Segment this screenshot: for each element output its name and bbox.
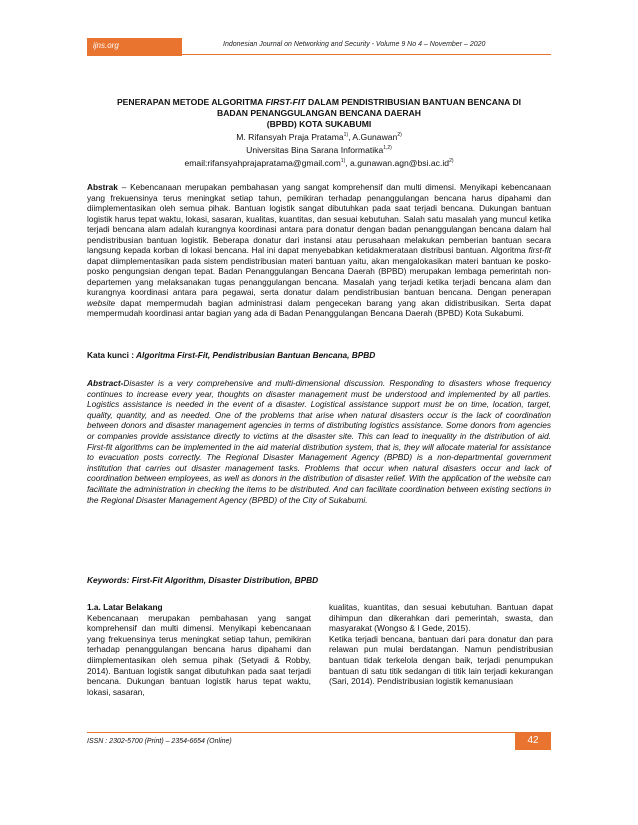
abstract-english: Abstract-Disaster is a very comprehensive and multi-dimensional discussion. Responding to disasters whose frequency continues to increase every year, thoughts on disaster management must be understood and implemented by all parties. Logistics assistance is needed in the event of a disaster. Logistical assistance support must be on time, location, target, quality, quantity, and as needed. One of the problems that arise when natural disasters occur is the lack of coordination between donors and disaster management agencies in terms of distributing logistics assistance. Some donors from agencies or companies provide assistance directly to victims at the disaster site. This can lead to inequality in the distribution of aid. First-fit algorithms can be implemented in the aid material distribution system, that is, they will allocate material for assistance to evacuation posts correctly. The Regional Disaster Management Agency (BPBD) is a non-departmental government institution that carries out disaster management tasks. Problems that occur when natural disasters occur and lack of coordination between employees, as well as donors in the distribution of disaster relief. With the application of the website can facilitate the administration in checking the items to be distributed. And can facilitate coordination between existing sections in the Regional Disaster Management Agency (BPBD) of the City of Sukabumi. xyxy=(87,378,551,505)
page-number: 42 xyxy=(527,735,539,746)
site-name: ijns.org xyxy=(93,41,119,50)
title-block xyxy=(87,97,551,169)
authors: M. Rifansyah Praja Pratama$^{1)}$, A.Gunawan$^{2)}$ xyxy=(236,131,402,142)
keywords-indonesian: Kata kunci : Algoritma First-Fit, Pendistribusian Bantuan Bencana, BPBD xyxy=(87,350,376,360)
issn: ISSN : 2302-5700 (Print) – 2354-6654 (Online) xyxy=(87,738,232,745)
footer-rule xyxy=(87,732,515,733)
header-rule xyxy=(182,54,551,55)
abstract-indonesian: Abstrak – Kebencanaan merupakan pembahasan yang sangat komprehensif dan multi dimensi. Menyikapi kebencanaan yang frekuensinya terus meningkat setiap tahun, pemikiran terhadap penanggulangan bencana harus dipahami dan diimplementasikan oleh semua pihak. Bantuan logistik sangat dibutuhkan pada saat terjadi bencana. Dukungan bantuan logistik harus tepat waktu, lokasi, sasaran, kualitas, kuantitas, dan sesuai kebutuhan. Salah satu masalah yang muncul ketika terjadi bencana alam adalah kurangnya koordinasi antara para donatur dengan badan penanggulangan bencana dalam hal pendistribusian bantuan logistik. Beberapa donatur dari instansi atau perusahaan melakukan pemberian bantuan secara langsung kepada korban di lokasi bencana. Hal ini dapat menyebabkan ketidakmerataan distribusi bantuan. Algoritma first-fit dapat diimplementasikan pada sistem pendistribusian materi bantuan yaitu, akan mengalokasikan materi bantuan ke posko-posko pengungsian dengan tepat. Badan Penanggulangan Bencana Daerah (BPBD) merupakan lembaga pemerintah non-departemen yang melaksanakan tugas penanggulangan bencana. Masalah yang terjadi ketika terjadi bencana alam dan kurangnya koordinasi antara para pegawai, serta donatur dalam pendistribusian bantuan bencana. Dengan penerapan website dapat mempermudah bagian administrasi dalam pengecekan barang yang akan didistribusikan. Serta dapat mempermudah koordinasi antar bagian yang ada di Badan Penanggulangan Bencana Daerah (BPBD) Kota Sukabumi. xyxy=(87,182,551,318)
paper-title-line3: (BPBD) KOTA SUKABUMI xyxy=(266,119,372,129)
journal-info: Indonesian Journal on Networking and Security - Volume 9 No 4 – November – 2020 xyxy=(223,41,486,48)
affiliation: Universitas Bina Sarana Informatika$^{1,2)}$ xyxy=(246,144,392,155)
emails: email:rifansyahprajapratama@gmail.com$^{1)}$, $a.gunawan.agn@bsi.ac.id^{2)}$ xyxy=(184,157,454,168)
body-column-right xyxy=(329,602,553,687)
body-paragraph: kualitas, kuantitas, dan sesuai kebutuhan. Bantuan dapat dihimpun dan dikerahkan dari pemerintah, swasta, dan masyarakat (Wongso & I Gede, 2015). xyxy=(329,602,553,634)
page-number-box xyxy=(515,732,551,750)
keywords-english: Keywords: First-Fit Algorithm, Disaster Distribution, BPBD xyxy=(87,575,319,585)
paper-title-line2: BADAN PENANGGULANGAN BENCANA DAERAH xyxy=(216,108,422,118)
site-tab xyxy=(87,38,182,56)
body-column-left xyxy=(87,602,311,697)
body-paragraph: Kebencanaan merupakan pembahasan yang sangat komprehensif dan multi dimensi. Menyikapi kebencanaan yang frekuensinya terus meningkat setiap tahun, pemikiran terhadap penanggulangan bencana harus dipahami dan diimplementasikan oleh semua pihak (Setyadi & Robby, 2014). Bantuan logistik sangat dibutuhkan pada saat terjadi bencana. Dukungan bantuan logistik harus tepat waktu, lokasi, sasaran, xyxy=(87,612,311,697)
page-header xyxy=(87,38,551,56)
section-heading: 1.a. Latar Belakang xyxy=(87,602,163,612)
paper-title: PENERAPAN METODE ALGORITMA FIRST-FIT DALAM PENDISTRIBUSIAN BANTUAN BENCANA DI xyxy=(116,97,522,107)
body-paragraph: Ketika terjadi bencana, bantuan dari para donatur dan para relawan pun mulai berdatangan. Namun pendistribusian bantuan tidak terkelola dengan baik, terjadi penumpukan bantuan di satu titik sedangan di titik lain terjadi kekurangan (Sari, 2014). Pendistribusian logistik kemanusiaan xyxy=(329,633,553,687)
